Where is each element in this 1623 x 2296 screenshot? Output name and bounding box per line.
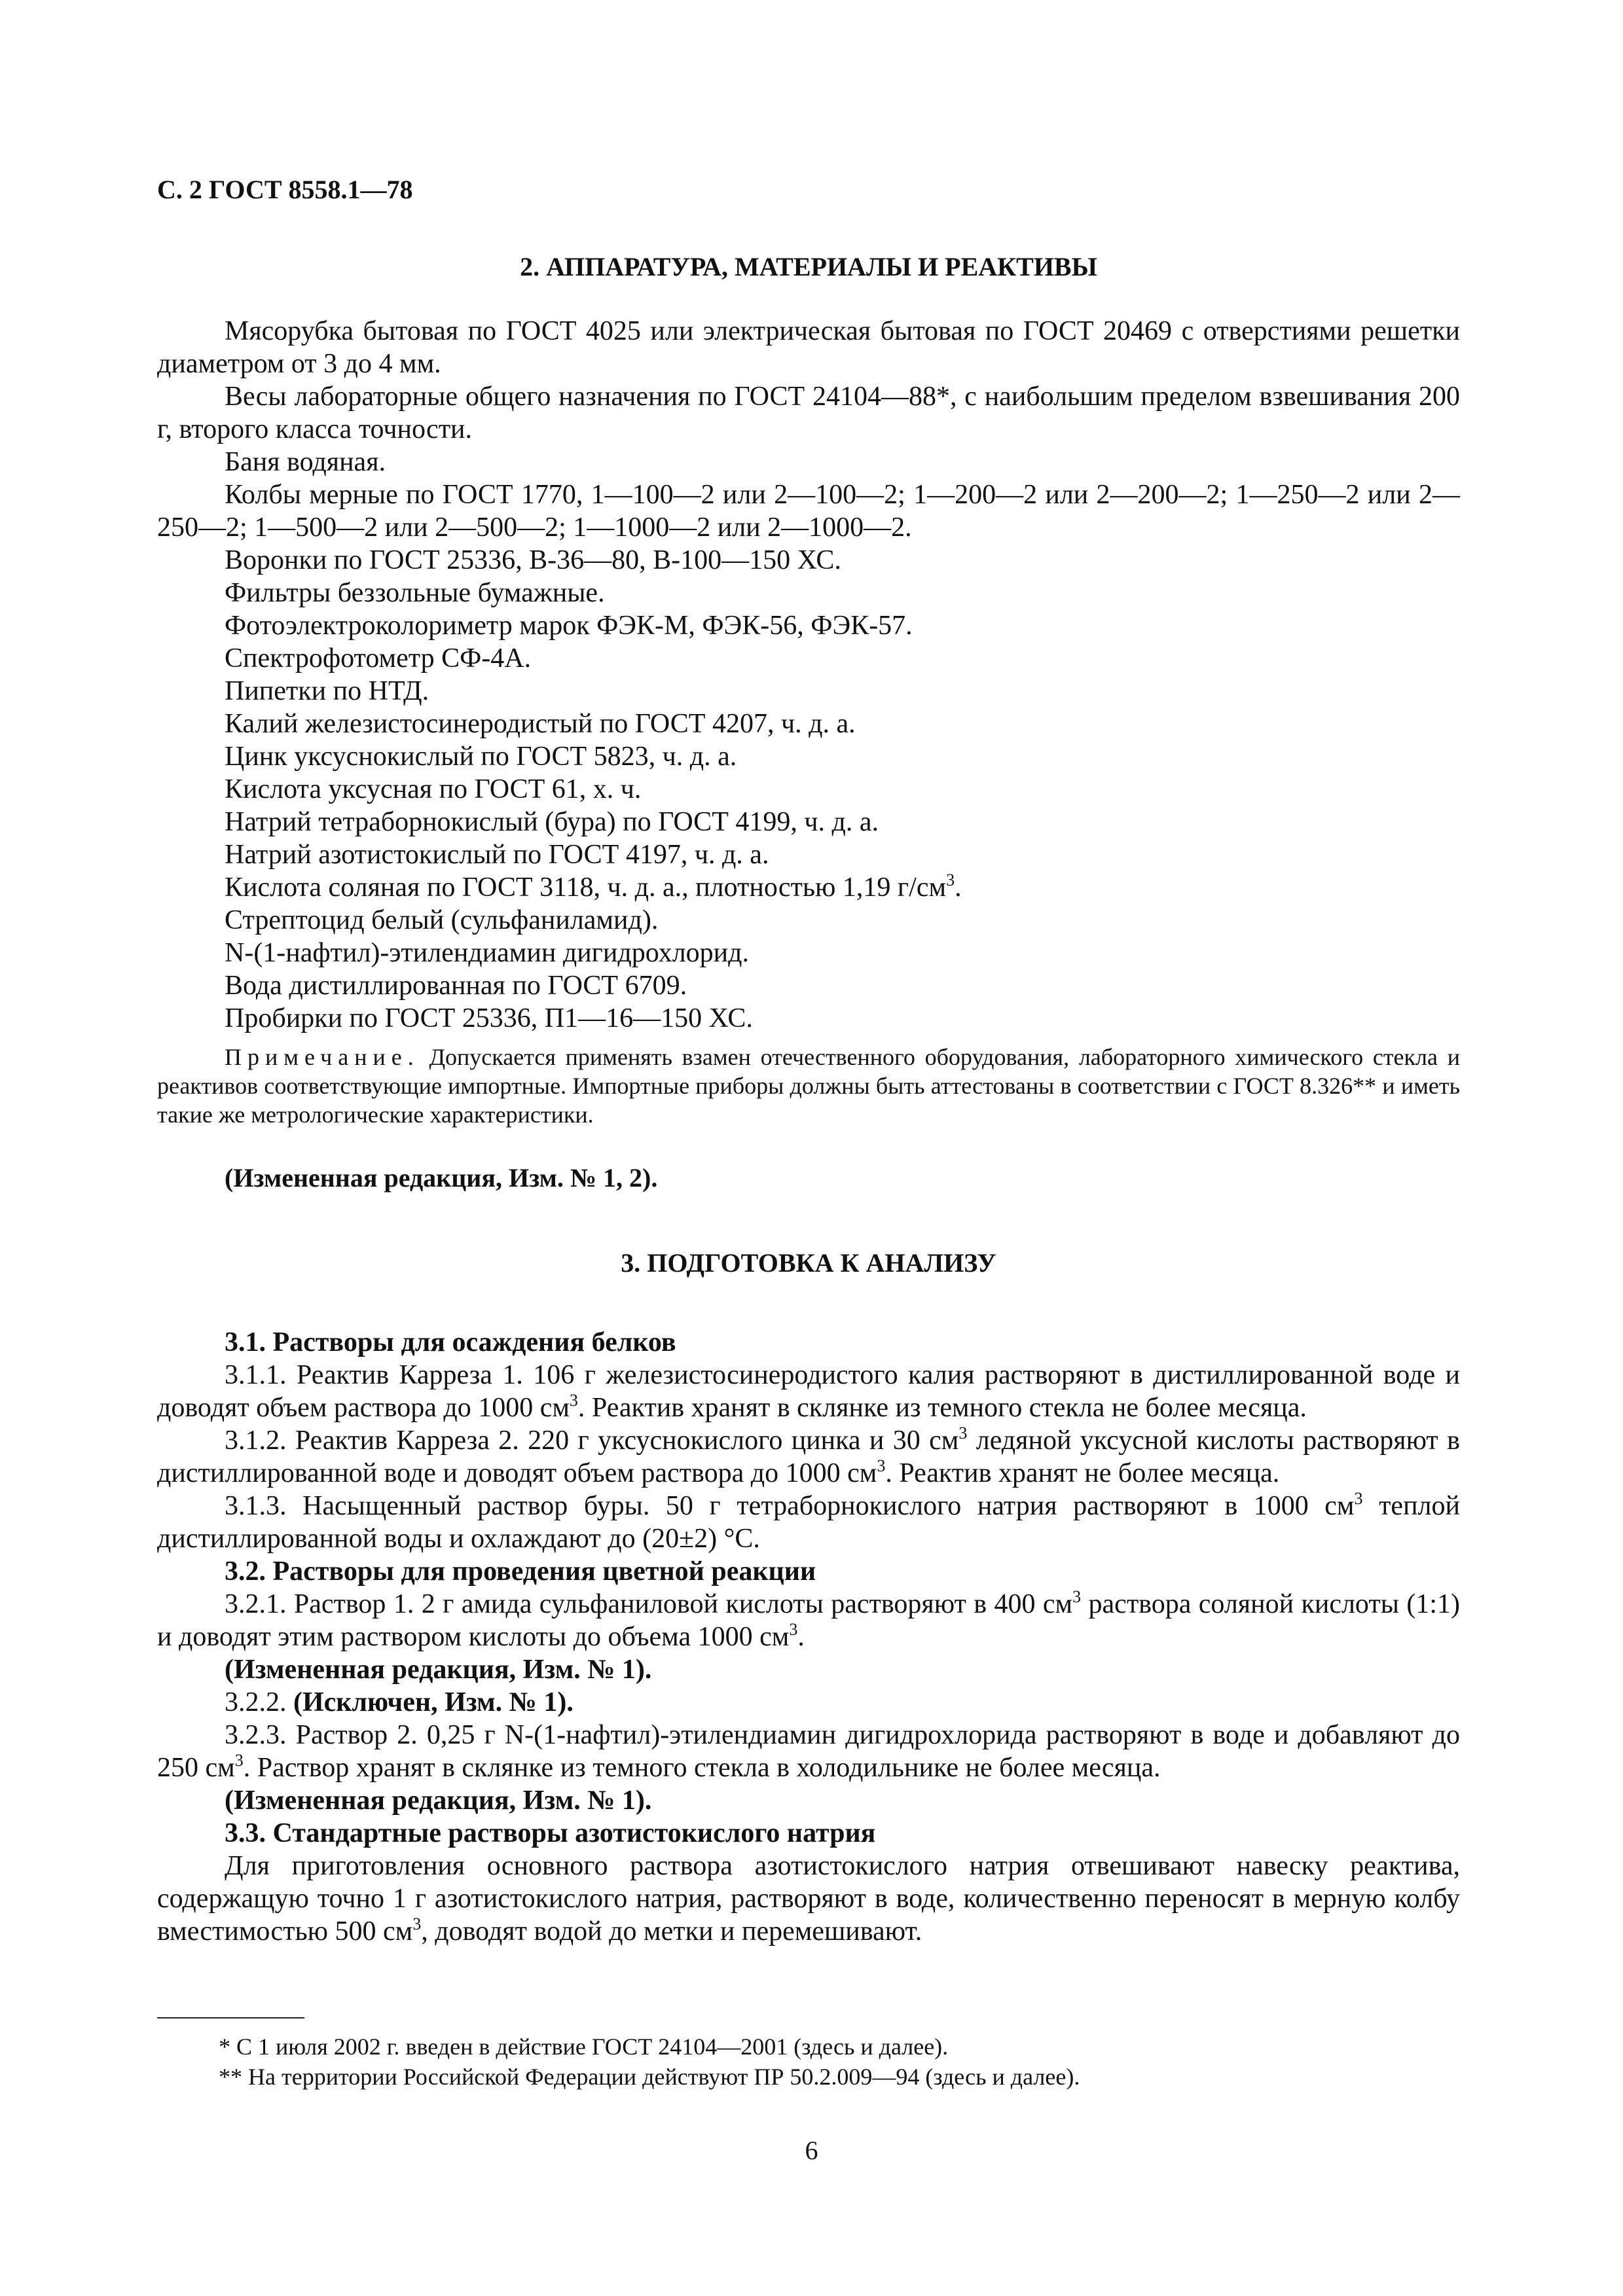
footnote-divider	[157, 2017, 304, 2018]
page-number: 6	[805, 2136, 818, 2165]
paragraph-text: . Реактив хранят в склянке из темного стекла не более месяца.	[577, 1393, 1307, 1423]
section-2	[157, 254, 1460, 280]
paragraph-text: ледяной уксусной кислоты растворяют в дистиллированной воде и доводят объем раствора до 1000 см	[157, 1426, 1460, 1488]
superscript: 3	[234, 1751, 244, 1770]
note-paragraph	[157, 1043, 1460, 1129]
list-item: Фильтры беззольные бумажные.	[225, 578, 605, 608]
paragraph-3-2-2	[157, 1686, 1460, 1719]
section-2-list	[157, 315, 1460, 1035]
list-item: Стрептоцид белый (сульфаниламид).	[225, 905, 659, 935]
paragraph-3-1-2	[157, 1424, 1460, 1490]
superscript: 3	[1072, 1587, 1082, 1606]
footnote: * С 1 июля 2002 г. введен в действие ГОСТ 24104—2001 (здесь и далее).	[219, 2034, 949, 2060]
page-header: С. 2 ГОСТ 8558.1—78	[157, 175, 413, 204]
paragraph-text: . Реактив хранят не более месяца.	[885, 1458, 1280, 1488]
paragraph-text: раствора соляной кислоты (1:1) и доводят этим раствором кислоты до объема 1000 см	[157, 1589, 1460, 1652]
section-3-title: 3. ПОДГОТОВКА К АНАЛИЗУ	[621, 1248, 996, 1278]
list-item: Колбы мерные по ГОСТ 1770, 1—100—2 или 2—100—2; 1—200—2 или 2—200—2; 1—250—2 или 2—250—2; 1—500—2 или 2—500—2; 1—1000—2 или 2—1000—2.	[157, 480, 1460, 543]
paragraph-text: 3.2.1. Раствор 1. 2 г амида сульфаниловой кислоты растворяют в 400 см	[225, 1589, 1073, 1619]
paragraph-text: 3.1.1. Реактив Карреза 1. 106 г железистосинеродистого калия растворяют в дистиллированной воде и доводят объем раствора до 1000 см	[157, 1360, 1460, 1423]
section-2-note	[157, 1043, 1460, 1129]
superscript: 3	[412, 1914, 422, 1933]
paragraph-text: . Раствор хранят в склянке из темного стекла в холодильнике не более месяца.	[243, 1753, 1161, 1783]
excluded-note: (Исключен, Изм. № 1).	[293, 1687, 574, 1717]
list-item: Пипетки по НТД.	[225, 676, 429, 706]
section-3	[157, 1250, 1460, 1276]
paragraph-number: 3.2.2.	[225, 1687, 293, 1717]
list-item: Вода дистиллированная по ГОСТ 6709.	[225, 971, 687, 1001]
list-item-acid	[157, 871, 1460, 904]
paragraph-text: 3.1.2. Реактив Карреза 2. 220 г уксуснокислого цинка и 30 см	[225, 1426, 959, 1456]
superscript: 3	[569, 1391, 578, 1410]
paragraph-text: 3.1.3. Насыщенный раствор буры. 50 г тетраборнокислого натрия растворяют в 1000 см	[225, 1491, 1355, 1521]
paragraph-3-2-1	[157, 1588, 1460, 1653]
paragraph-text: теплой дистиллированной воды и охлаждают до (20±2) °С.	[157, 1491, 1460, 1554]
list-item: Калий железистосинеродистый по ГОСТ 4207, ч. д. а.	[225, 709, 856, 739]
paragraph-text: Для приготовления основного раствора азотистокислого натрия отвешивают навеску реактива, содержащую точно 1 г азотистокислого натрия, растворяют в воде, количественно переносят в мерную колбу вместимостью 500 см	[157, 1851, 1460, 1946]
acid-end: .	[955, 872, 962, 903]
paragraph-3-2-3	[157, 1719, 1460, 1784]
superscript: 3	[877, 1456, 886, 1475]
changed-edition: (Измененная редакция, Изм. № 1).	[225, 1655, 652, 1685]
paragraph-text: , доводят водой до метки и перемешивают.	[421, 1916, 922, 1946]
changed-edition: (Измененная редакция, Изм. № 1, 2).	[225, 1163, 658, 1193]
section-2-title: 2. АППАРАТУРА, МАТЕРИАЛЫ И РЕАКТИВЫ	[520, 252, 1097, 281]
changed-edition: (Измененная редакция, Изм. № 1).	[225, 1785, 652, 1816]
list-item: Воронки по ГОСТ 25336, В-36—80, В-100—150 ХС.	[225, 545, 841, 575]
list-item: Баня водяная.	[225, 447, 386, 477]
list-item: Спектрофотометр СФ-4А.	[225, 643, 532, 673]
footnotes	[157, 2032, 1460, 2092]
list-item: Весы лабораторные общего назначения по ГОСТ 24104—88*, с наибольшим пределом взвешивания 200 г, второго класса точности.	[157, 382, 1460, 444]
superscript: 3	[946, 870, 955, 889]
subsection-3-2-title: 3.2. Растворы для проведения цветной реакции	[225, 1556, 816, 1587]
section-3-body	[157, 1326, 1460, 1948]
subsection-3-3-title: 3.3. Стандартные растворы азотистокислого натрия	[225, 1818, 876, 1848]
list-item: N-(1-нафтил)-этилендиамин дигидрохлорид.	[225, 938, 750, 968]
paragraph-3-1-1	[157, 1359, 1460, 1424]
section-2-changed	[157, 1162, 1460, 1194]
list-item: Натрий тетраборнокислый (бура) по ГОСТ 4199, ч. д. а.	[225, 807, 879, 837]
note-text: Допускается применять взамен отечественного оборудования, лабораторного химического стекла и реактивов соответствующие импортные. Импортные приборы должны быть аттестованы в соответствии с ГОСТ 8.326** и иметь такие же метрологические характеристики.	[157, 1044, 1460, 1128]
paragraph-text: 3.2.3. Раствор 2. 0,25 г N-(1-нафтил)-этилендиамин дигидрохлорида растворяют в воде и добавляют до 250 см	[157, 1720, 1460, 1783]
note-label: Примечание.	[225, 1044, 420, 1070]
paragraph-3-1-3	[157, 1490, 1460, 1555]
subsection-3-1-title: 3.1. Растворы для осаждения белков	[225, 1327, 676, 1357]
superscript: 3	[958, 1424, 968, 1443]
list-item: Фотоэлектроколориметр марок ФЭК-М, ФЭК-56, ФЭК-57.	[225, 611, 913, 641]
list-item: Пробирки по ГОСТ 25336, П1—16—150 ХС.	[225, 1003, 753, 1033]
list-item: Натрий азотистокислый по ГОСТ 4197, ч. д. а.	[225, 840, 769, 870]
superscript: 3	[1354, 1489, 1363, 1508]
footnote: ** На территории Российской Федерации действуют ПР 50.2.009—94 (здесь и далее).	[219, 2064, 1080, 2090]
paragraph-text: .	[797, 1622, 805, 1652]
superscript: 3	[789, 1620, 798, 1639]
list-item: Мясорубка бытовая по ГОСТ 4025 или электрическая бытовая по ГОСТ 20469 с отверстиями решетки диаметром от 3 до 4 мм.	[157, 316, 1460, 379]
list-item: Цинк уксуснокислый по ГОСТ 5823, ч. д. а.	[225, 742, 737, 772]
acid-text: Кислота соляная по ГОСТ 3118, ч. д. а., плотностью 1,19 г/см	[225, 872, 947, 903]
list-item: Кислота уксусная по ГОСТ 61, х. ч.	[225, 774, 642, 804]
paragraph-3-3	[157, 1850, 1460, 1948]
